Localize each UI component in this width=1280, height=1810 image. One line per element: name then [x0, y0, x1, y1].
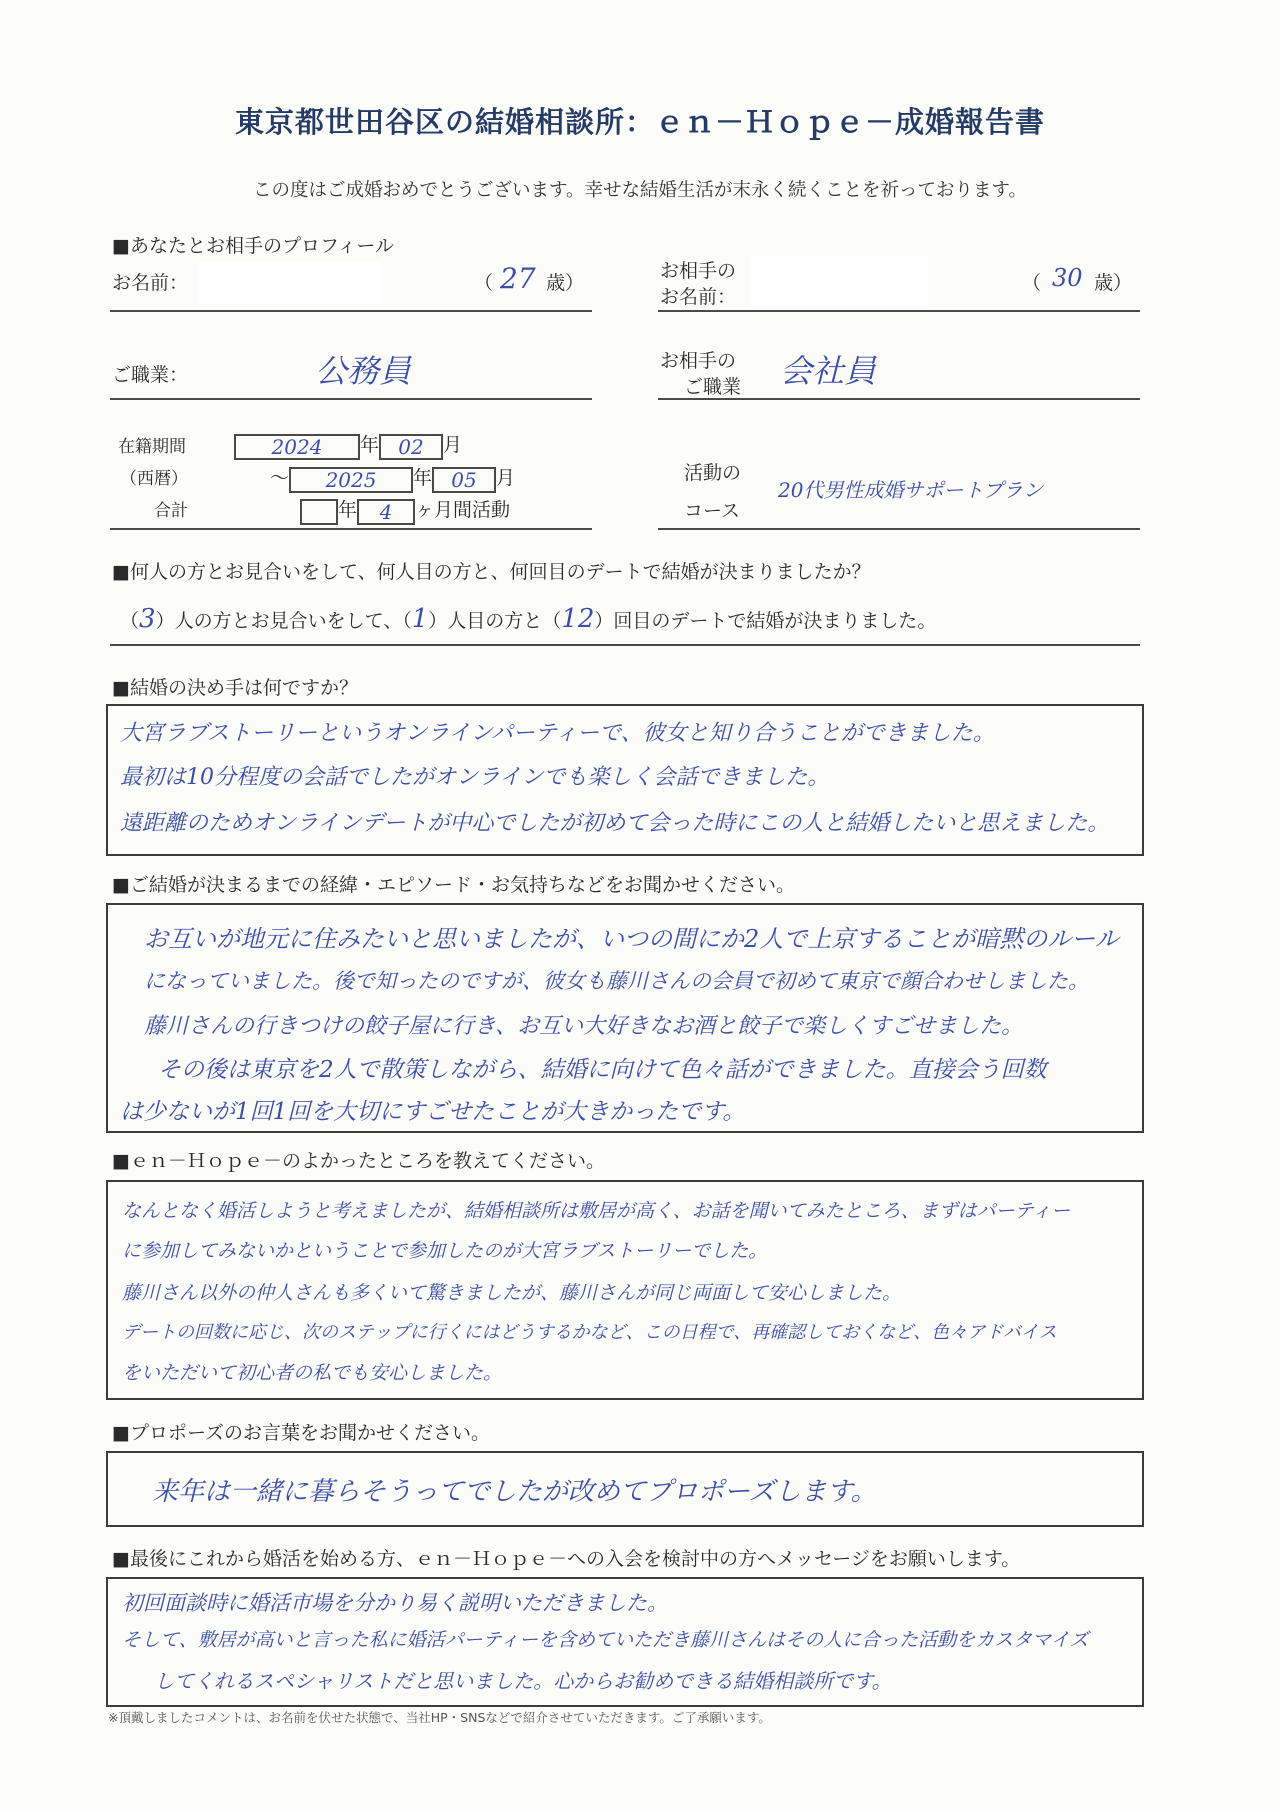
good-points-answer-box [106, 1180, 1144, 1400]
good-points-line: デートの回数に応じ、次のステップに行くにはどうするかなど、この日程で、再確認しておくなど、色々アドバイス [122, 1322, 1057, 1343]
redacted-partner-name [750, 256, 928, 306]
decisive-line: 大宮ラブストーリーというオンラインパーティーで、彼女と知り合うことができました。 [120, 721, 995, 746]
nth-date: 12 [561, 604, 595, 634]
partner-name-label-2: お名前： [660, 286, 737, 308]
start-month-unit: 月 [443, 434, 463, 456]
decisive-section-title: ■結婚の決め手は何ですか？ [112, 677, 358, 699]
episode-line: になっていました。後で知ったのですが、彼女も藤川さんの会員で初めて東京で顔合わせしました。 [144, 969, 1089, 993]
end-year-box: 2025 [289, 467, 413, 493]
job-field [110, 346, 592, 400]
partner-name-label-1: お相手の [660, 260, 737, 282]
good-points-line: をいただいて初心者の私でも安心しました。 [122, 1362, 503, 1384]
period-label-total: 合計 [154, 501, 188, 521]
period-label-2: （西暦） [120, 469, 188, 489]
start-month-box: 02 [379, 434, 443, 460]
people-count: 3 [139, 604, 156, 634]
nth-person: 1 [411, 604, 429, 634]
age-close: 歳） [546, 272, 585, 294]
job-label: ご職業： [112, 364, 189, 386]
total-years-box [300, 499, 338, 525]
course-label-1: 活動の [684, 462, 742, 484]
good-points-section-title: ■ｅｎ－Ｈｏｐｅ－のよかったところを教えてください。 [112, 1150, 605, 1172]
period-label-1: 在籍期間 [118, 437, 186, 457]
course-label-2: コース [684, 500, 741, 522]
message-line: そして、敷居が高いと言った私に婚活パーティーを含めていただき藤川さんはその人に合った活動をカスタマイズ [122, 1629, 1089, 1651]
name-label: お名前： [112, 272, 189, 294]
footnote: ※頂戴しましたコメントは、お名前を伏せた状態で、当社HP・SNSなどで紹介させていただきます。ご了承願います。 [108, 1710, 771, 1725]
decisive-line: 遠距離のためオンラインデートが中心でしたが初めて会った時にこの人と結婚したいと思えました。 [120, 811, 1110, 836]
total-duration [300, 495, 510, 525]
decisive-answer-box [106, 704, 1144, 856]
age-open: （ [474, 272, 494, 294]
message-line: してくれるスペシャリストだと思いました。心からお勧めできる結婚相談所です。 [154, 1669, 892, 1693]
meetings-text-1: 人の方とお見合いをして、（ [174, 610, 412, 632]
partner-age-value: 30 [1052, 264, 1083, 292]
proposal-answer-box [106, 1451, 1144, 1527]
total-year-unit: 年 [338, 499, 358, 521]
course-value: 20代男性成婚サポートプラン [778, 478, 1043, 502]
partner-job-value: 会社員 [780, 352, 877, 390]
meetings-sentence: （3）人の方とお見合いをして、（1）人目の方と（12）回目のデートで結婚が決まりました。 [120, 604, 937, 634]
end-month-unit: 月 [496, 467, 516, 489]
end-year-unit: 年 [413, 467, 433, 489]
good-points-line: に参加してみないかということで参加したのが大宮ラブストーリーでした。 [122, 1240, 768, 1262]
meetings-answer [110, 590, 1140, 646]
message-answer-box [106, 1577, 1144, 1707]
start-year-unit: 年 [360, 434, 380, 456]
total-month-unit: ヶ月間活動 [415, 499, 511, 521]
period-tilde: ～ [270, 467, 290, 489]
partner-job-label-2: ご職業 [684, 376, 742, 398]
episode-line: は少ないが1回1回を大切にすごせたことが大きかったです。 [120, 1099, 746, 1125]
partner-age-close: 歳） [1094, 272, 1133, 294]
message-section-title: ■最後にこれから婚活を始める方、ｅｎ－Ｈｏｐｅ－への入会を検討中の方へメッセージをお願いします。 [112, 1548, 1021, 1570]
proposal-section-title: ■プロポーズのお言葉をお聞かせください。 [112, 1422, 491, 1444]
course-field [658, 456, 1140, 530]
end-month-box: 05 [432, 467, 496, 493]
partner-age-open: （ [1022, 272, 1042, 294]
decisive-line: 最初は10分程度の会話でしたがオンラインでも楽しく会話できました。 [120, 765, 830, 790]
job-value: 公務員 [315, 352, 412, 390]
redacted-name [198, 262, 380, 304]
proposal-line: 来年は一緒に暮らそうってでしたが改めてプロポーズします。 [152, 1477, 877, 1507]
partner-name-field [658, 252, 1140, 312]
meetings-text-2: 人目の方と（ [447, 610, 562, 632]
meetings-text-3: 回目のデートで結婚が決まりました。 [613, 610, 937, 632]
good-points-line: 藤川さん以外の仲人さんも多くいて驚きましたが、藤川さんが同じ両面して安心しました。 [122, 1282, 902, 1304]
episode-line: 藤川さんの行きつけの餃子屋に行き、お互い大好きなお酒と餃子で楽しくすごせました。 [144, 1014, 1024, 1039]
total-months-box: 4 [357, 499, 415, 525]
episode-line: その後は東京を2人で散策しながら、結婚に向けて色々話ができました。直接会う回数 [158, 1057, 1047, 1083]
episode-line: お互いが地元に住みたいと思いましたが、いつの間にか2人で上京することが暗黙のルール [144, 925, 1119, 953]
meetings-section-title: ■何人の方とお見合いをして、何人目の方と、何回目のデートで結婚が決まりましたか？ [112, 561, 871, 583]
name-field [110, 262, 592, 312]
partner-job-label-1: お相手の [660, 350, 737, 372]
end-date [270, 463, 515, 493]
episode-section-title: ■ご結婚が決まるまでの経緯・エピソード・お気持ちなどをお聞かせください。 [112, 874, 795, 896]
partner-job-field [658, 346, 1140, 400]
start-date [234, 430, 462, 460]
age-value: 27 [500, 262, 536, 295]
message-line: 初回面談時に婚活市場を分かり易く説明いただきました。 [122, 1591, 668, 1615]
period-field [110, 426, 592, 530]
start-year-box: 2024 [234, 434, 360, 460]
good-points-line: なんとなく婚活しようと考えましたが、結婚相談所は敷居が高く、お話を聞いてみたところ、まずはパーティー [122, 1200, 1071, 1222]
page-subtitle: この度はご成婚おめでとうございます。幸せな結婚生活が末永く続くことを祈っております。 [252, 180, 1028, 201]
profile-section-title: ■あなたとお相手のプロフィール [112, 235, 395, 257]
page-title: 東京都世田谷区の結婚相談所：ｅｎ－Ｈｏｐｅ－成婚報告書 [234, 105, 1045, 139]
episode-answer-box [106, 903, 1144, 1133]
